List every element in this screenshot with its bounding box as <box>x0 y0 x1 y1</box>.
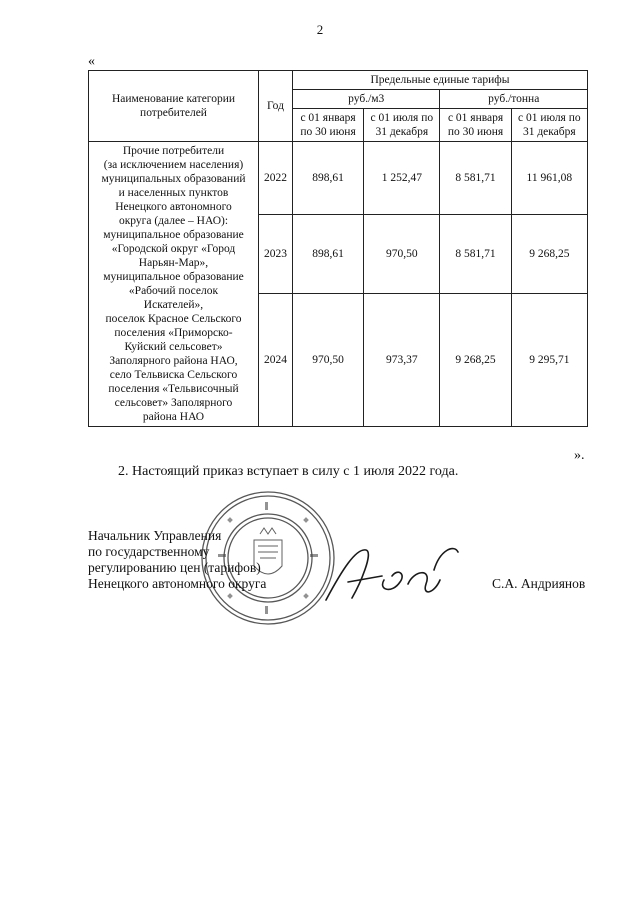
header-period-4: с 01 июля по 31 декабря <box>511 109 587 142</box>
handwritten-signature-icon <box>322 540 462 610</box>
value-cell: 973,37 <box>364 294 440 427</box>
category-line: муниципальных образований <box>101 173 246 185</box>
quote-close: ». <box>574 448 585 463</box>
category-line: муниципальное образование <box>103 229 244 241</box>
category-line: и населенных пунктов <box>118 187 229 199</box>
value-cell: 970,50 <box>364 215 440 294</box>
value-cell: 9 268,25 <box>440 294 511 427</box>
category-line: (за исключением населения) <box>103 159 244 171</box>
value-cell: 8 581,71 <box>440 215 511 294</box>
year-cell: 2023 <box>259 215 293 294</box>
category-line: района НАО <box>142 411 205 423</box>
category-line: «Городской округ «Город <box>111 243 236 255</box>
category-line: поселения «Приморско- <box>114 327 233 339</box>
category-line: поселок Красное Сельского <box>105 313 242 325</box>
category-line: Заполярного района НАО, <box>109 355 238 367</box>
signer-title-line: Ненецкого автономного округа <box>88 576 267 591</box>
signer-title-line: Начальник Управления <box>88 528 222 543</box>
category-cell <box>89 142 259 427</box>
quote-open: « <box>88 54 95 69</box>
signer-name: С.А. Андриянов <box>492 576 586 591</box>
year-cell: 2024 <box>259 294 293 427</box>
signer-title-line: по государственному <box>88 544 210 559</box>
value-cell: 11 961,08 <box>511 142 587 215</box>
clause-text: 2. Настоящий приказ вступает в силу с 1 июля 2022 года. <box>118 464 459 479</box>
category-line: «Рабочий поселок <box>128 285 219 297</box>
header-period-2: с 01 июля по 31 декабря <box>364 109 440 142</box>
category-line: Куйский сельсовет» <box>124 341 223 353</box>
header-category: Наименование категории потребителей <box>89 71 259 142</box>
category-line: Нарьян-Мар», <box>138 257 209 269</box>
header-tariffs-group: Предельные единые тарифы <box>293 71 588 90</box>
category-line: поселения «Тельвисочный <box>108 383 239 395</box>
header-unit-m3: руб./м3 <box>293 90 440 109</box>
year-cell: 2022 <box>259 142 293 215</box>
tariffs-table <box>88 70 588 427</box>
category-line: округа (далее – НАО): <box>118 215 229 227</box>
category-line: Ненецкого автономного <box>115 201 232 213</box>
category-line: Искателей», <box>143 299 204 311</box>
value-cell: 898,61 <box>293 142 364 215</box>
category-line: Прочие потребители <box>122 145 225 157</box>
signer-title-line: регулированию цен (тарифов) <box>88 560 261 575</box>
category-line: муниципальное образование <box>103 271 244 283</box>
value-cell: 8 581,71 <box>440 142 511 215</box>
value-cell: 970,50 <box>293 294 364 427</box>
header-year: Год <box>259 71 293 142</box>
value-cell: 9 268,25 <box>511 215 587 294</box>
header-unit-ton: руб./тонна <box>440 90 588 109</box>
value-cell: 1 252,47 <box>364 142 440 215</box>
category-line: сельсовет» Заполярного <box>114 397 233 409</box>
value-cell: 898,61 <box>293 215 364 294</box>
signer-title <box>88 528 266 592</box>
header-period-3: с 01 января по 30 июня <box>440 109 511 142</box>
header-period-1: с 01 января по 30 июня <box>293 109 364 142</box>
page-number: 2 <box>316 22 324 37</box>
table-row <box>89 142 588 215</box>
category-line: село Тельвиска Сельского <box>109 369 238 381</box>
value-cell: 9 295,71 <box>511 294 587 427</box>
